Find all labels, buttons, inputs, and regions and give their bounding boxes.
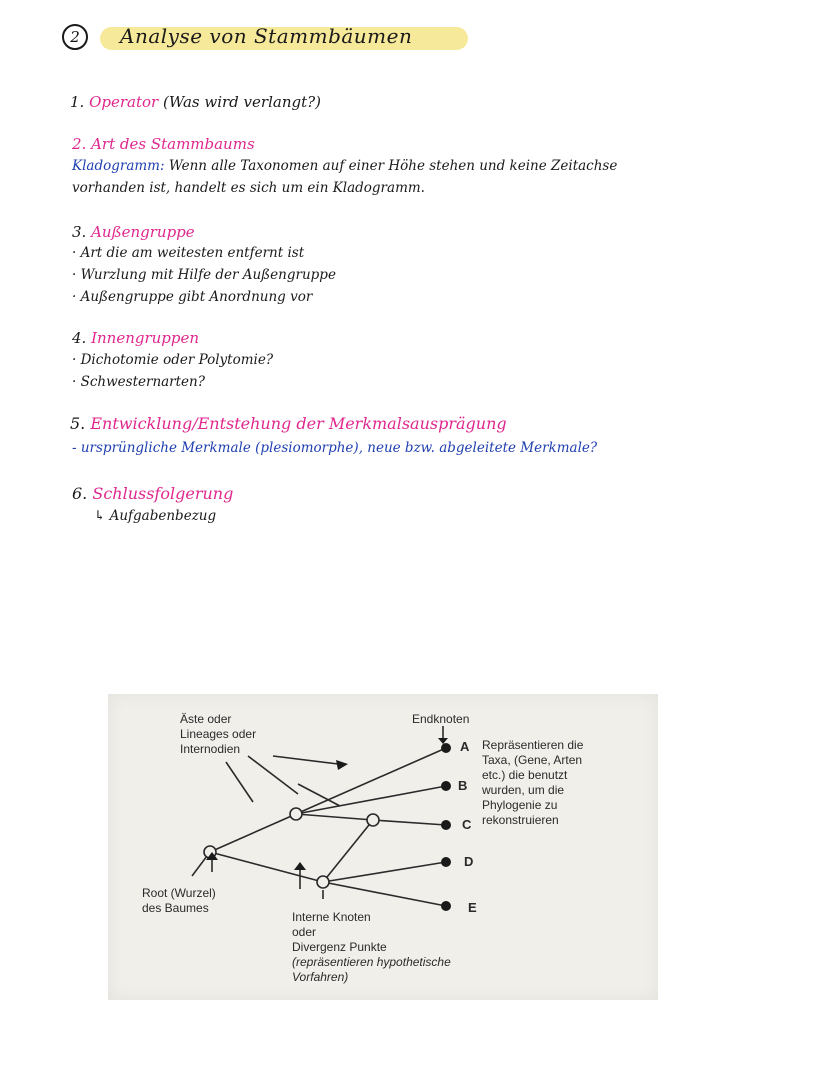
root-label: Root (Wurzel) des Baumes [142, 886, 216, 915]
section-3-bullet-3: · Außengruppe gibt Anordnung vor [72, 289, 313, 305]
endknoten-label: Endknoten [412, 712, 470, 726]
branch-root-to-n2 [210, 814, 296, 852]
branch-n3-to-n4 [323, 820, 373, 882]
internal-arrowhead-1 [294, 862, 306, 870]
section-6-number: 6. [72, 484, 88, 503]
taxa-description: Repräsentieren die Taxa, (Gene, Arten etc.) die benutzt wurden, um die Phylogenie zu rekonstruieren [482, 738, 584, 827]
section-6-heading-row [72, 484, 233, 504]
taxon-a-label: A [460, 739, 470, 754]
section-2-line-2: vorhanden ist, handelt es sich um ein Kladogramm. [72, 180, 425, 196]
taxon-e-label: E [468, 900, 477, 915]
section-5-heading: Entwicklung/Entstehung der Merkmalsausprägung [90, 414, 507, 433]
pointer-arrow-4 [298, 784, 340, 806]
branch-to-d [323, 862, 446, 882]
branch-n2-to-n3 [296, 814, 373, 820]
branch-to-b [296, 786, 446, 814]
section-4-bullet-1: · Dichotomie oder Polytomie? [72, 352, 274, 368]
section-number-badge: 2 [62, 24, 88, 50]
internal-node-2 [290, 808, 302, 820]
section-3-bullet-2: · Wurzlung mit Hilfe der Außengruppe [72, 267, 336, 283]
terminal-node-d [441, 857, 451, 867]
terminal-node-b [441, 781, 451, 791]
branch-root-to-n4 [210, 852, 323, 882]
internal-node-4 [317, 876, 329, 888]
pointer-arrow-1 [226, 762, 253, 802]
section-1-heading: Operator [89, 93, 159, 111]
section-1-number: 1. [70, 93, 85, 111]
taxon-c-label: C [462, 817, 472, 832]
taxon-d-label: D [464, 854, 474, 869]
page-title: Analyse von Stammbäumen [120, 24, 413, 48]
taxon-b-label: B [458, 778, 468, 793]
section-5-bullet: - ursprüngliche Merkmale (plesiomorphe), neue bzw. abgeleitete Merkmale? [72, 440, 598, 456]
section-6-sub: ↳ Aufgabenbezug [94, 508, 217, 524]
branch-to-e [323, 882, 446, 906]
section-3-heading: Außengruppe [91, 223, 195, 241]
cladogram-figure [108, 694, 658, 1000]
kladogramm-term: Kladogramm: [72, 158, 165, 174]
pointer-arrow-3 [273, 756, 338, 764]
branches-label: Äste oder Lineages oder Internodien [180, 712, 257, 756]
branch-to-c [373, 820, 446, 825]
terminal-node-c [441, 820, 451, 830]
section-1-text: (Was wird verlangt?) [163, 93, 321, 111]
terminal-node-a [441, 743, 451, 753]
section-4-bullet-2: · Schwesternarten? [72, 374, 205, 390]
branch-to-a [296, 748, 446, 814]
section-4-heading: Innengruppen [91, 329, 200, 347]
section-3-heading-row [72, 222, 195, 242]
pointer-arrowhead-3 [336, 760, 348, 770]
kladogramm-definition: Wenn alle Taxonomen auf einer Höhe stehen und keine Zeitachse [168, 158, 618, 174]
pointer-arrow-2 [248, 756, 298, 794]
section-1 [70, 92, 321, 112]
section-4-heading-row [72, 328, 199, 348]
section-2-line-1 [72, 156, 617, 176]
section-5-heading-row [70, 414, 507, 434]
internal-node-3 [367, 814, 379, 826]
section-3-bullet-1: · Art die am weitesten entfernt ist [72, 245, 305, 261]
section-4-number: 4. [72, 329, 87, 347]
internal-nodes-label: Interne Knoten oder Divergenz Punkte (repräsentieren hypothetische Vorfahren) [292, 910, 451, 984]
section-5-number: 5. [70, 414, 86, 433]
section-6-heading: Schlussfolgerung [92, 484, 234, 503]
section-2-heading: 2. Art des Stammbaums [72, 135, 255, 153]
section-3-number: 3. [72, 223, 87, 241]
